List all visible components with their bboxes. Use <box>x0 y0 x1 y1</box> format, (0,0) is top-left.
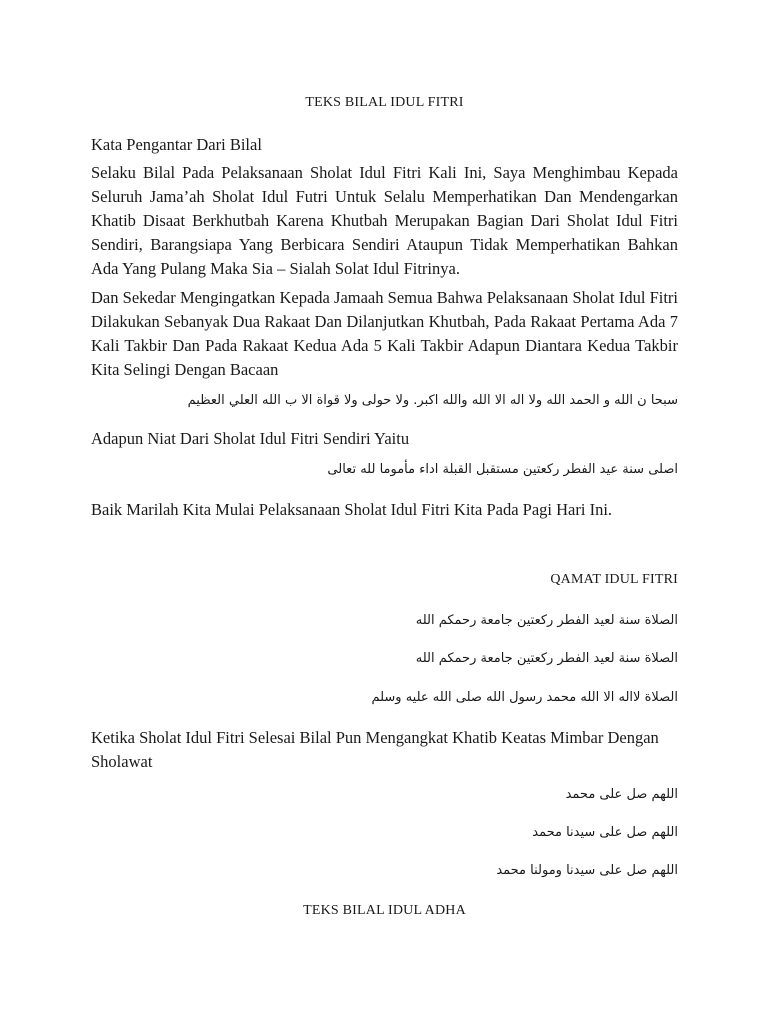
arabic-qamat-line-2: الصلاة سنة لعيد الفطر ركعتين جامعة رحمكم الله <box>415 651 678 666</box>
intro-heading: Kata Pengantar Dari Bilal <box>91 135 262 154</box>
qamat-title: QAMAT IDUL FITRI <box>550 572 678 587</box>
document-page <box>91 0 678 1024</box>
arabic-sholawat-line-2: اللهم صل على سيدنا محمد <box>532 825 678 840</box>
arabic-sholawat-line-1: اللهم صل على محمد <box>565 787 678 802</box>
arabic-qamat-line-3: الصلاة لااله الا الله محمد رسول الله صلى الله عليه وسلم <box>371 690 678 705</box>
takbir-paragraph: Dan Sekedar Mengingatkan Kepada Jamaah Semua Bahwa Pelaksanaan Sholat Idul Fitri Dilakukan Sebanyak Dua Rakaat Dan Dilanjutkan Khutbah, Pada Rakaat Pertama Ada 7 Kali Takbir Dan Pada Rakaat Kedua Ada 5 Kali Takbir Adapun Diantara Kedua Takbir Kita Selingi Dengan Bacaan <box>91 288 678 379</box>
arabic-qamat-line-1: الصلاة سنة لعيد الفطر ركعتين جامعة رحمكم الله <box>415 613 678 628</box>
niat-heading: Adapun Niat Dari Sholat Idul Fitri Sendiri Yaitu <box>91 429 410 448</box>
intro-paragraph: Selaku Bilal Pada Pelaksanaan Sholat Idul Fitri Kali Ini, Saya Menghimbau Kepada Seluruh Jama’ah Sholat Idul Futri Untuk Selalu Memperhatikan Dan Mendengarkan Khatib Disaat Berkhutbah Karena Khutbah Merupakan Bagian Dari Sholat Idul Fitri Sendiri, Barangsiapa Yang Berbicara Sendiri Ataupun Tidak Memperhatikan Bahkan Ada Yang Pulang Maka Sia – Sialah Solat Idul Fitrinya. <box>91 163 678 278</box>
closing-line: Baik Marilah Kita Mulai Pelaksanaan Sholat Idul Fitri Kita Pada Pagi Hari Ini. <box>91 500 613 519</box>
document-title-idul-adha: TEKS BILAL IDUL ADHA <box>303 903 466 918</box>
arabic-niat-line: اصلى سنة عيد الفطر ركعتين مستقبل القبلة اداء مأموما لله تعالى <box>327 462 678 477</box>
khatib-paragraph: Ketika Sholat Idul Fitri Selesai Bilal Pun Mengangkat Khatib Keatas Mimbar Dengan Sholawat <box>91 728 659 771</box>
document-title-idul-fitri: TEKS BILAL IDUL FITRI <box>305 95 464 110</box>
arabic-sholawat-line-3: اللهم صل على سيدنا ومولنا محمد <box>496 863 678 878</box>
arabic-tasbih-line: سبحا ن الله و الحمد الله ولا اله الا الله والله اكبر. ولا حولى ولا قواة الا ب الله العلي العظيم <box>187 393 678 408</box>
